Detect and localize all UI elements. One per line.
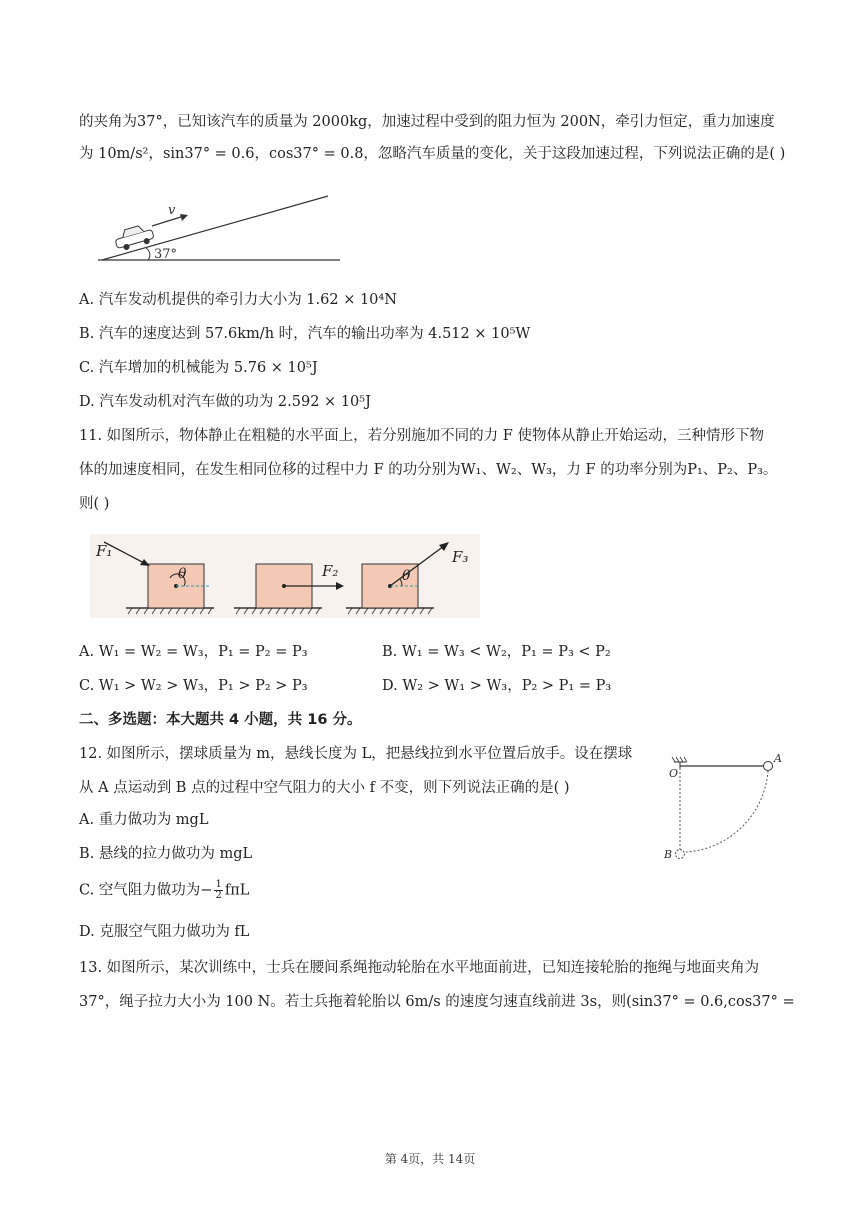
q11-stem-line1: 11. 如图所示，物体静止在粗糙的水平面上，若分别施加不同的力 F 使物体从静止开始运动，三种情形下物 [79,428,764,444]
q11-option-c: C. W₁ > W₂ > W₃，P₁ > P₂ > P₃ [79,678,308,694]
velocity-label: v [168,203,176,218]
q11-option-a: A. W₁ = W₂ = W₃，P₁ = P₂ = P₃ [79,644,308,660]
q11-stem-line3: 则( ) [79,496,110,512]
fraction [214,880,222,901]
q12-option-c-suffix: fπL [224,882,250,899]
q12-option-a: A. 重力做功为 mgL [79,812,209,828]
theta-label-1: θ [178,566,187,582]
q12-stem-line2: 从 A 点运动到 B 点的过程中空气阻力的大小 f 不变，则下列说法正确的是( ) [79,780,570,796]
q11-force-figure [90,534,480,618]
q10-stem-line2: 为 10m/s²，sin37° = 0.6，cos37° = 0.8，忽略汽车质量的变化，关于这段加速过程，下列说法正确的是( ) [79,146,786,162]
q11-option-d: D. W₂ > W₁ > W₃，P₂ > P₁ = P₃ [382,678,612,694]
f2-label: F₂ [322,562,339,580]
q11-option-b: B. W₁ = W₃ < W₂，P₁ = P₃ < P₂ [382,644,611,660]
q11-stem-line2: 体的加速度相同，在发生相同位移的过程中力 F 的功分别为W₁、W₂、W₃，力 F 的功率分别为P₁、P₂、P₃。 [79,462,778,478]
q10-incline-figure [92,190,352,266]
q12-option-b: B. 悬线的拉力做功为 mgL [79,846,253,862]
angle-label: 37° [154,247,178,262]
page-footer: 第 4页，共 14页 [384,1152,476,1166]
q10-option-b: B. 汽车的速度达到 57.6km/h 时，汽车的输出功率为 4.512 × 10⁵W [79,326,531,342]
q13-stem-line1: 13. 如图所示，某次训练中，士兵在腰间系绳拖动轮胎在水平地面前进，已知连接轮胎的拖绳与地面夹角为 [79,960,760,976]
point-a-label: A [774,752,782,765]
f1-label: F₁ [96,542,113,560]
q12-pendulum-figure [660,744,786,864]
car-icon [113,223,155,253]
q13-stem-line2: 37°，绳子拉力大小为 100 N。若士兵拖着轮胎以 6m/s 的速度匀速直线前进 3s，则(sin37° = 0.6,cos37° = [79,994,795,1010]
section-2-heading: 二、多选题：本大题共 4 小题，共 16 分。 [79,712,362,728]
point-b-label: B [664,848,673,861]
q10-stem-line1: 的夹角为37°，已知该汽车的质量为 2000kg，加速过程中受到的阻力恒为 200N，牵引力恒定，重力加速度 [79,114,775,130]
fraction-denominator: 2 [215,890,222,901]
q10-option-c: C. 汽车增加的机械能为 5.76 × 10⁵J [79,360,318,376]
theta-label-3: θ [402,568,411,584]
fraction-numerator: 1 [215,879,222,890]
q12-stem-line1: 12. 如图所示，摆球质量为 m，悬线长度为 L，把悬线拉到水平位置后放手。设在摆球 [79,746,633,762]
f3-label: F₃ [452,548,469,566]
q10-option-a: A. 汽车发动机提供的牵引力大小为 1.62 × 10⁴N [79,292,397,308]
q12-option-c [79,880,249,901]
q10-option-d: D. 汽车发动机对汽车做的功为 2.592 × 10⁵J [79,394,371,410]
q12-option-d: D. 克服空气阻力做功为 fL [79,924,250,940]
point-o-label: O [669,767,679,780]
q12-option-c-prefix: C. 空气阻力做功为− [79,882,213,899]
